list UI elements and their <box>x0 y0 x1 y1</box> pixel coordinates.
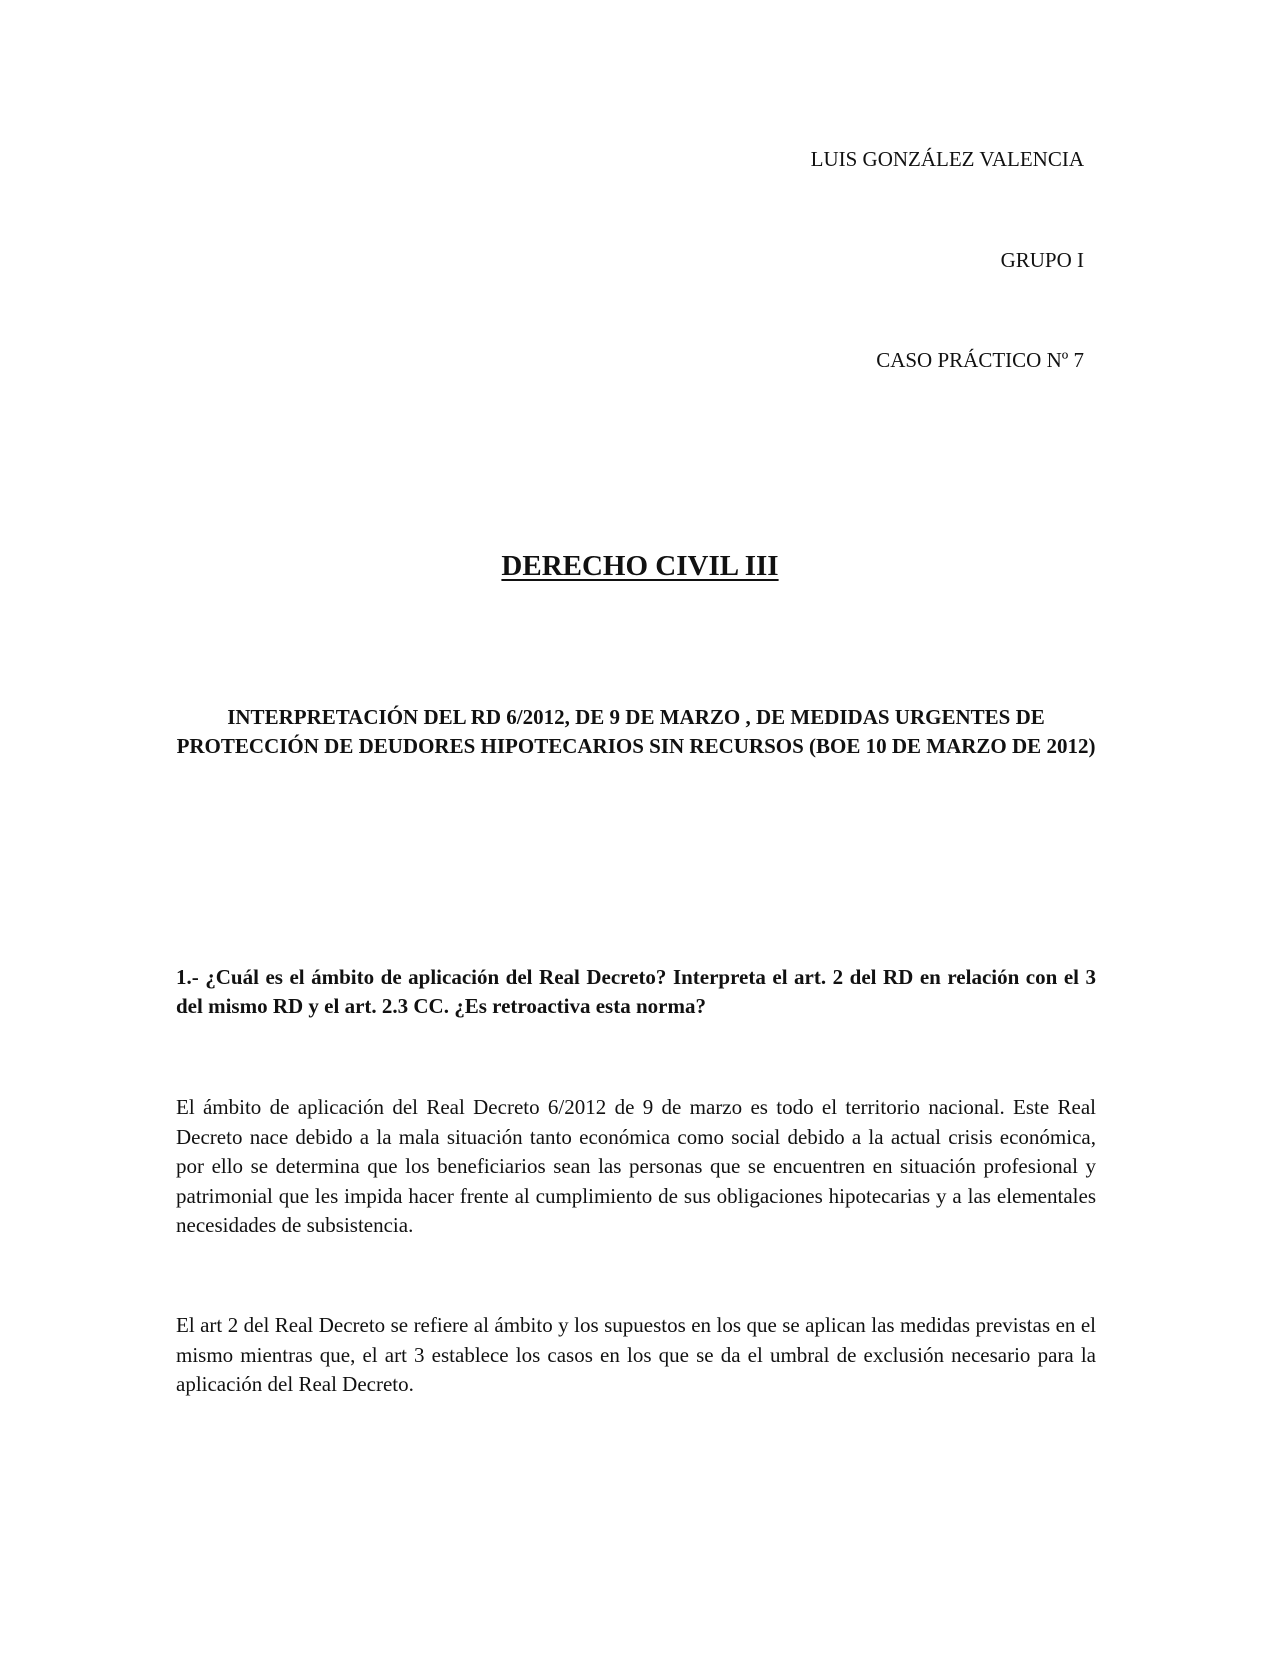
question-heading: 1.- ¿Cuál es el ámbito de aplicación del Real Decreto? Interpreta el art. 2 del RD en relación con el 3 del mismo RD y el art. 2.3 CC. ¿Es retroactiva esta norma? <box>176 965 1096 1018</box>
answer-paragraph: El ámbito de aplicación del Real Decreto 6/2012 de 9 de marzo es todo el territorio nacional. Este Real Decreto nace debido a la mala situación tanto económica como social debido a la actual crisis económica, por ello se determina que los beneficiarios sean las personas que se encuentren en situación profesional y patrimonial que les impida hacer frente al cumplimiento de sus obligaciones hipotecarias y a las elementales necesidades de subsistencia. <box>176 1095 1096 1237</box>
answer-paragraph: El art 2 del Real Decreto se refiere al ámbito y los supuestos en los que se aplican las medidas previstas en el mismo mientras que, el art 3 establece los casos en los que se da el umbral de exclusión necesario para la aplicación del Real Decreto. <box>176 1313 1096 1396</box>
group-label: GRUPO I <box>1000 248 1084 272</box>
document-title: INTERPRETACIÓN DEL RD 6/2012, DE 9 DE MARZO , DE MEDIDAS URGENTES DE PROTECCIÓN DE DEUDORES HIPOTECARIOS SIN RECURSOS (BOE 10 DE MARZO DE 2012) <box>176 705 1096 758</box>
subject-title: DERECHO CIVIL III <box>501 550 779 582</box>
case-number: CASO PRÁCTICO Nº 7 <box>876 348 1084 372</box>
author-name: LUIS GONZÁLEZ VALENCIA <box>810 147 1084 171</box>
